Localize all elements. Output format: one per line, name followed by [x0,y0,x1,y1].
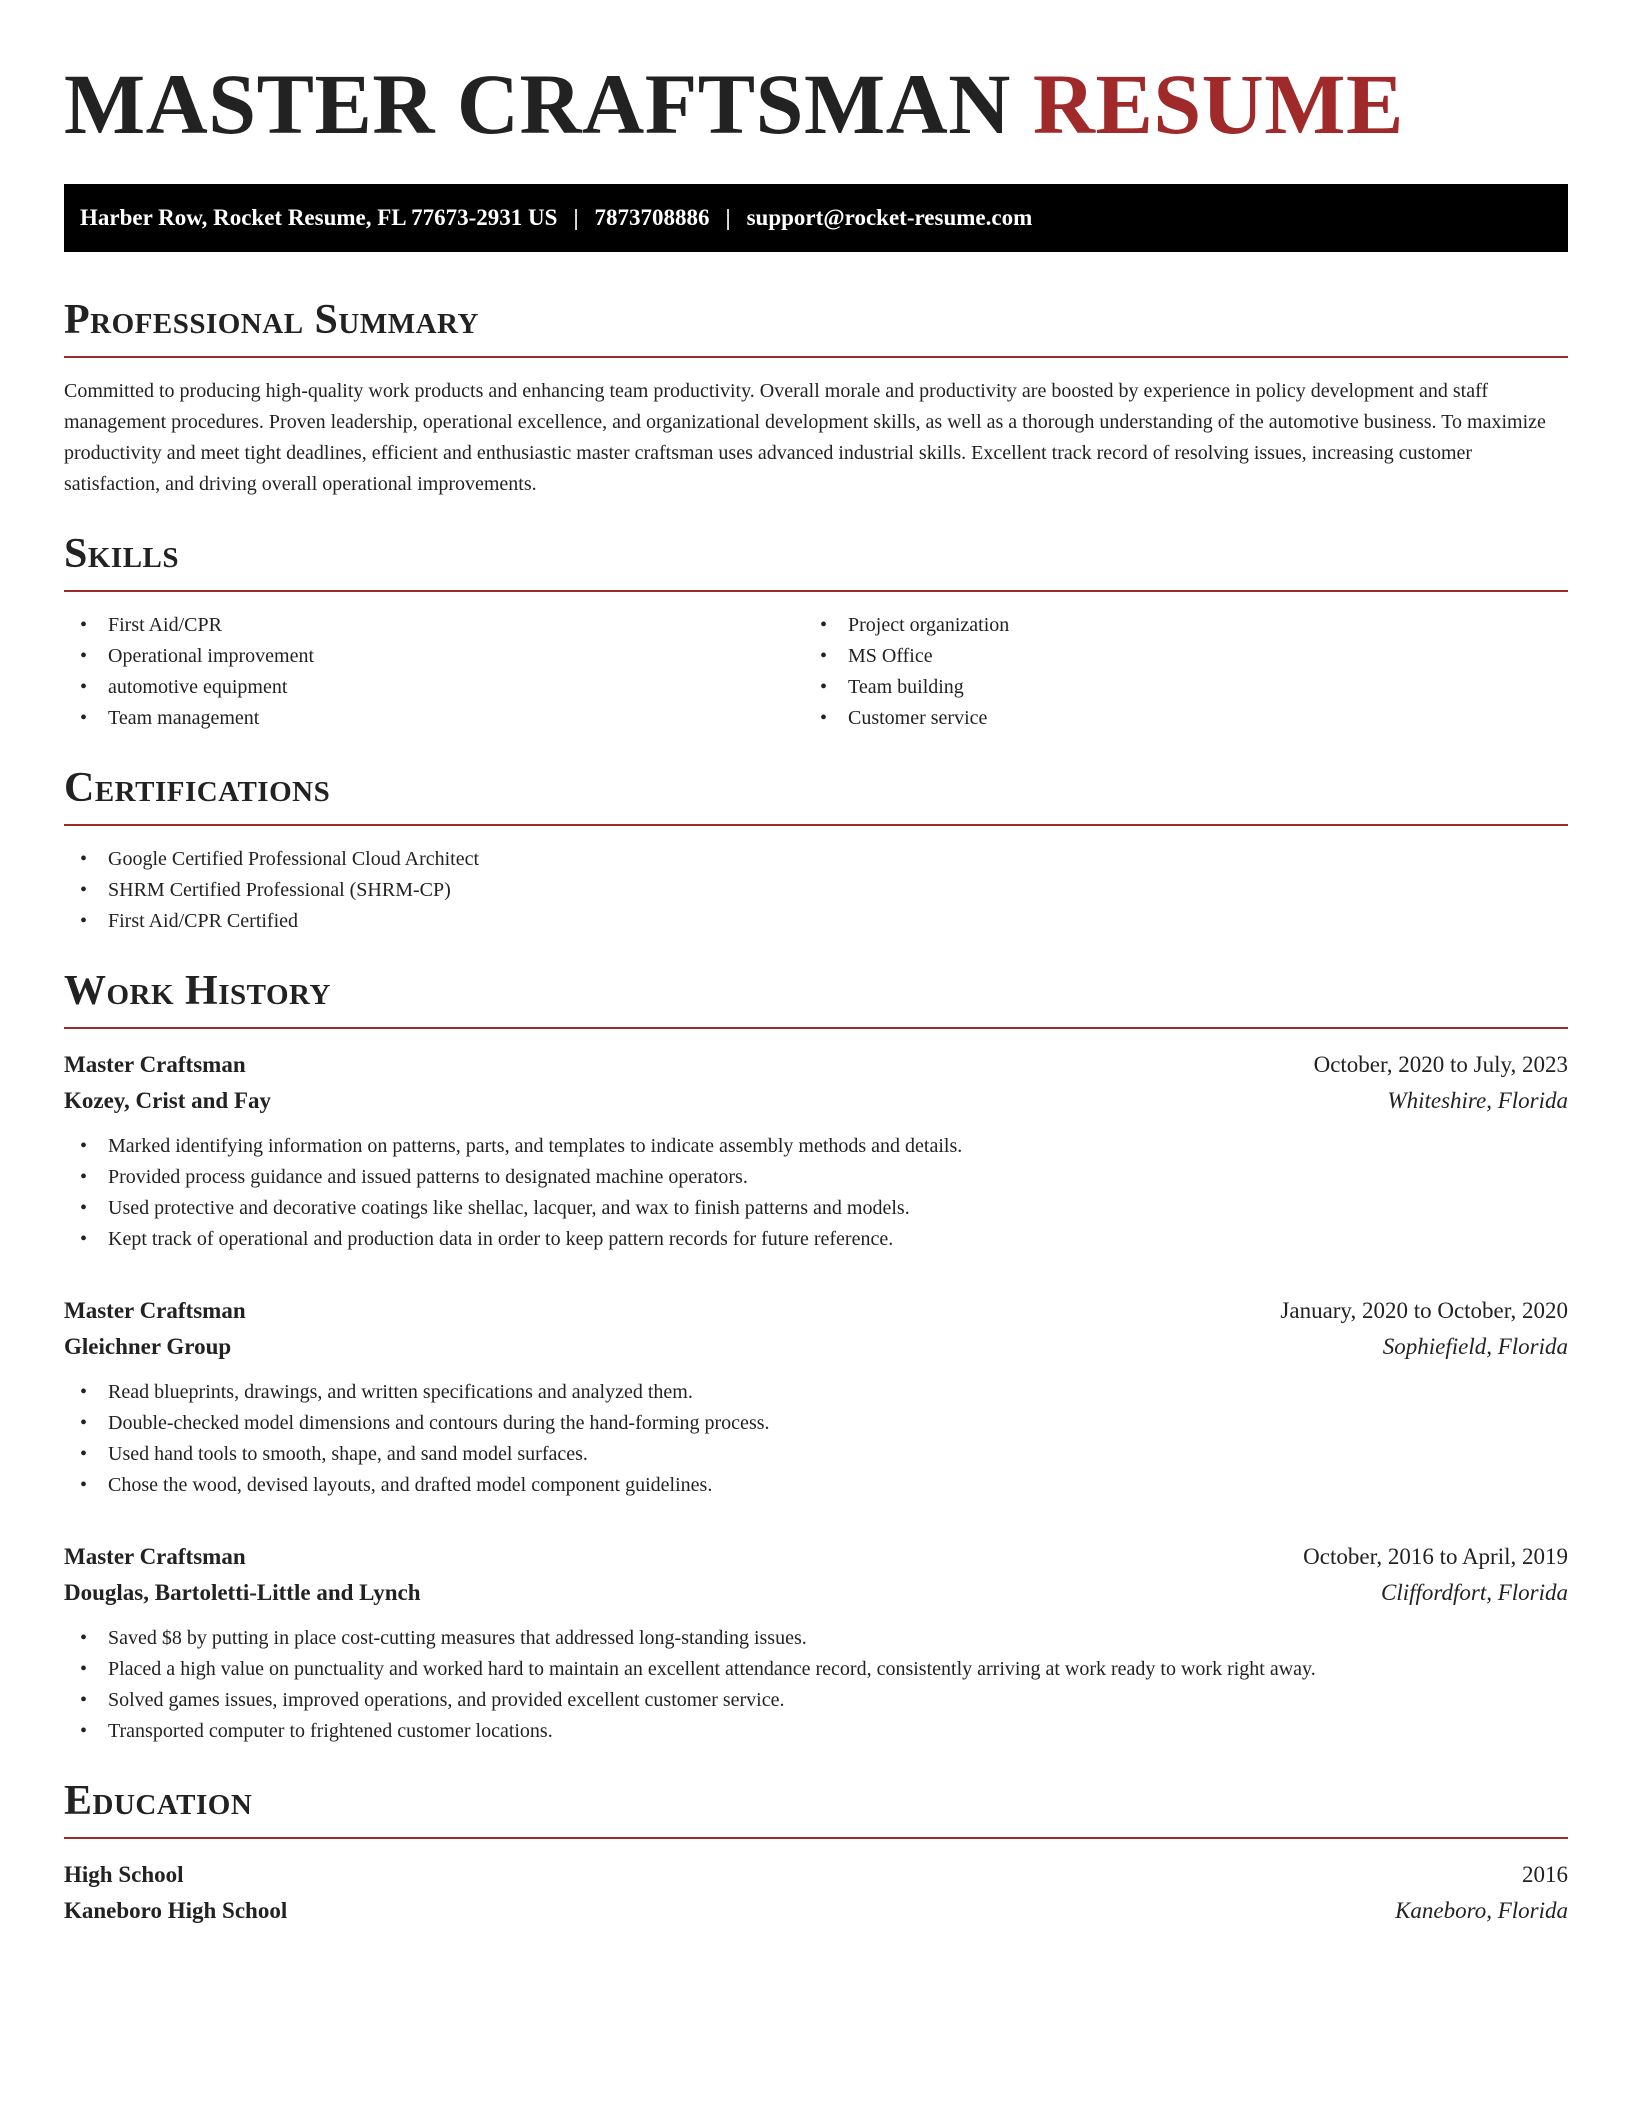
job-duty: • Read blueprints, drawings, and written specifications and analyzed them. [64,1377,1568,1408]
job-duty: • Used hand tools to smooth, shape, and sand model surfaces. [64,1439,1568,1470]
skill-item: • automotive equipment [64,672,804,703]
job-duty: • Marked identifying information on patterns, parts, and templates to indicate assembly methods and details. [64,1131,1568,1162]
job-header-row [64,1293,1568,1329]
education-degree-row [64,1857,1568,1893]
job-company-row [64,1329,1568,1365]
job-duty: • Double-checked model dimensions and contours during the hand-forming process. [64,1408,1568,1439]
education-school-row [64,1893,1568,1929]
skill-item: • Customer service [804,703,1544,734]
certification-item: • First Aid/CPR Certified [64,906,1568,937]
job-duties-list [64,1377,1568,1501]
job-company-row [64,1575,1568,1611]
resume-title-accent: RESUME [1032,56,1404,152]
education-school: Kaneboro High School [64,1898,288,1923]
contact-address: Harber Row, Rocket Resume, FL 77673-2931 US [80,205,558,230]
certifications-list [64,844,1568,937]
skills-list-right [804,610,1544,734]
skill-item: • Operational improvement [64,641,804,672]
certifications-section [64,764,1568,937]
skills-heading: Skills [64,531,180,577]
job-company-row [64,1083,1568,1119]
skills-section [64,530,1568,734]
skill-item: • Team management [64,703,804,734]
contact-separator: | [573,205,579,230]
job-role: Master Craftsman [64,1298,246,1323]
summary-heading: Professional Summary [64,297,479,343]
contact-email: support@rocket-resume.com [746,205,1033,230]
job-duty: • Solved games issues, improved operations, and provided excellent customer service. [64,1685,1568,1716]
job-duty: • Kept track of operational and production data in order to keep pattern records for future reference. [64,1224,1568,1255]
summary-section [64,296,1568,500]
skill-item: • MS Office [804,641,1544,672]
education-heading: Education [64,1778,253,1824]
job-location: Sophiefield, Florida [1382,1334,1568,1359]
resume-page [64,0,1568,1929]
job-dates: January, 2020 to October, 2020 [1280,1298,1568,1323]
job-duty: • Placed a high value on punctuality and worked hard to maintain an excellent attendance record, consistently arriving at work ready to work right away. [64,1654,1568,1685]
skills-grid [64,592,1568,734]
job-company: Kozey, Crist and Fay [64,1088,271,1113]
resume-title-main: MASTER CRAFTSMAN [64,56,1011,152]
job-entry [64,1047,1568,1255]
work-history-heading: Work History [64,968,331,1014]
job-company: Gleichner Group [64,1334,232,1359]
certification-item: • Google Certified Professional Cloud Architect [64,844,1568,875]
education-degree: High School [64,1862,184,1887]
job-duty: • Transported computer to frightened customer locations. [64,1716,1568,1747]
job-header-row [64,1047,1568,1083]
work-history-section [64,967,1568,1747]
job-role: Master Craftsman [64,1052,246,1077]
skills-list-left [64,610,804,734]
job-location: Cliffordfort, Florida [1380,1580,1568,1605]
job-location: Whiteshire, Florida [1387,1088,1568,1113]
job-header-row [64,1539,1568,1575]
certifications-heading: Certifications [64,765,331,811]
education-entry [64,1857,1568,1929]
job-duty: • Chose the wood, devised layouts, and drafted model component guidelines. [64,1470,1568,1501]
job-dates: October, 2016 to April, 2019 [1303,1544,1568,1569]
resume-title [64,58,1568,150]
section-divider [64,1837,1568,1839]
certification-item: • SHRM Certified Professional (SHRM-CP) [64,875,1568,906]
section-divider [64,356,1568,358]
contact-separator: | [725,205,731,230]
job-duty: • Provided process guidance and issued patterns to designated machine operators. [64,1162,1568,1193]
skill-item: • Team building [804,672,1544,703]
section-divider [64,1027,1568,1029]
section-divider [64,824,1568,826]
skill-item: • First Aid/CPR [64,610,804,641]
education-year: 2016 [1522,1862,1568,1887]
contact-bar [64,184,1568,252]
job-duty: • Saved $8 by putting in place cost-cutting measures that addressed long-standing issues. [64,1623,1568,1654]
job-duties-list [64,1131,1568,1255]
job-role: Master Craftsman [64,1544,246,1569]
job-company: Douglas, Bartoletti-Little and Lynch [64,1580,421,1605]
job-duty: • Used protective and decorative coatings like shellac, lacquer, and wax to finish patterns and models. [64,1193,1568,1224]
job-entry [64,1293,1568,1501]
job-duties-list [64,1623,1568,1747]
job-dates: October, 2020 to July, 2023 [1313,1052,1568,1077]
summary-text: Committed to producing high-quality work products and enhancing team productivity. Overall morale and productivity are boosted by experience in policy development and staff management procedures. Proven leadership, operational excellence, and organizational development skills, as well as a thorough understanding of the automotive business. To maximize productivity and meet tight deadlines, efficient and enthusiastic master craftsman uses advanced industrial skills. Excellent track record of resolving issues, increasing customer satisfaction, and driving overall operational improvements. [64,380,1546,495]
job-entry [64,1539,1568,1747]
skill-item: • Project organization [804,610,1544,641]
education-location: Kaneboro, Florida [1395,1898,1568,1923]
contact-phone: 7873708886 [594,205,710,230]
education-section [64,1777,1568,1929]
